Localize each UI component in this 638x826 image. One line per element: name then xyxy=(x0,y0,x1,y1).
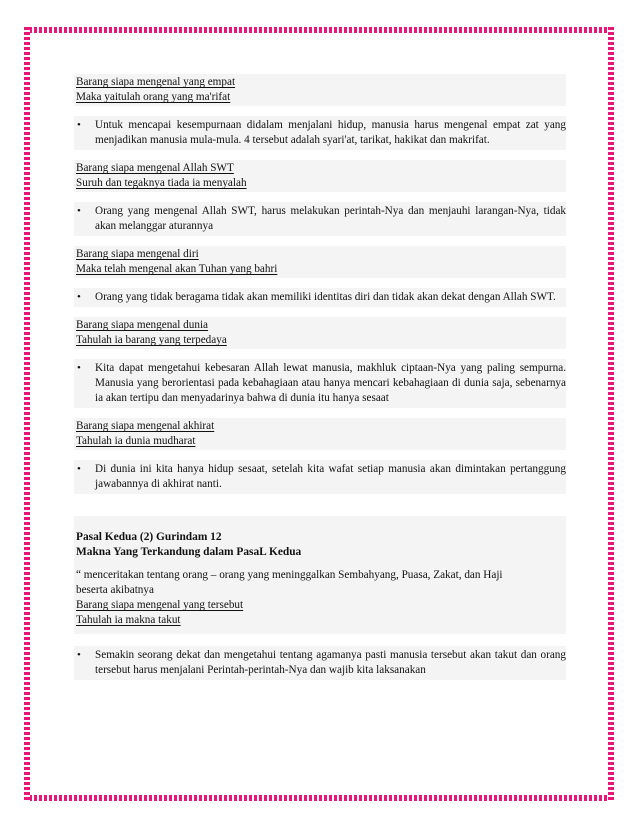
document-body xyxy=(74,74,566,690)
explanation-item xyxy=(74,359,566,408)
intro-line: “ menceritakan tentang orang – orang yang meninggalkan Sembahyang, Puasa, Zakat, dan Haji xyxy=(76,569,503,581)
explanation-item xyxy=(74,202,566,236)
explanation-text: Kita dapat mengetahui kebesaran Allah lewat manusia, makhluk ciptaan-Nya yang paling sempurna. Manusia yang berorientasi pada kebahagiaan atau hanya mencari kebahagiaan di dunia saja, sebenarnya ia akan tertipu dan menyadarinya bahwa di dunia itu hanya sesaat xyxy=(95,362,566,404)
verse-block xyxy=(74,74,566,106)
verse-line: Tahulah ia dunia mudharat xyxy=(76,435,196,447)
verse-line: Suruh dan tegaknya tiada ia menyalah xyxy=(76,177,247,189)
explanation-text: Semakin seorang dekat dan mengetahui tentang agamanya pasti manusia tersebut akan takut dan orang tersebut harus menjalani Perintah-perintah-Nya dan wajib kita laksanakan xyxy=(95,649,566,676)
explanation-item xyxy=(74,288,566,307)
explanation-text: Di dunia ini kita hanya hidup sesaat, setelah kita wafat setiap manusia akan dimintakan pertanggung jawabannya di akhirat nanti. xyxy=(95,463,566,490)
verse-line: Maka yaitulah orang yang ma'rifat xyxy=(76,91,231,103)
section-subtitle: Makna Yang Terkandung dalam PasaL Kedua xyxy=(76,546,302,558)
border-top xyxy=(24,27,614,33)
verse-block xyxy=(74,160,566,192)
verse-line: Maka telah mengenal akan Tuhan yang bahri xyxy=(76,263,278,275)
verse-block xyxy=(74,246,566,278)
bullet-icon: • xyxy=(77,291,81,303)
verse-line: Barang siapa mengenal yang tersebut xyxy=(76,599,244,611)
border-bottom xyxy=(24,795,614,801)
explanation-item xyxy=(74,646,566,680)
section-title: Pasal Kedua (2) Gurindam 12 xyxy=(76,531,222,543)
border-right xyxy=(608,27,614,801)
verse-line: Barang siapa mengenal diri xyxy=(76,248,199,260)
verse-line: Tahulah ia barang yang terpedaya xyxy=(76,334,227,346)
bullet-icon: • xyxy=(77,119,81,131)
explanation-item xyxy=(74,116,566,150)
verse-line: Tahulah ia makna takut xyxy=(76,614,181,626)
explanation-text: Untuk mencapai kesempurnaan didalam menjalani hidup, manusia harus mengenal empat zat yang menjadikan manusia mula-mula. 4 tersebut adalah syari'at, tarikat, hakikat dan makrifat. xyxy=(95,119,566,146)
bullet-icon: • xyxy=(77,362,81,374)
verse-block xyxy=(74,418,566,450)
pasal-block xyxy=(74,516,566,634)
verse-line: Barang siapa mengenal dunia xyxy=(76,319,209,331)
intro-line: beserta akibatnya xyxy=(76,584,154,596)
border-left xyxy=(24,27,30,801)
bullet-icon: • xyxy=(77,463,81,475)
bullet-icon: • xyxy=(77,649,81,661)
bullet-icon: • xyxy=(77,205,81,217)
verse-line: Barang siapa mengenal akhirat xyxy=(76,420,215,432)
explanation-text: Orang yang tidak beragama tidak akan memiliki identitas diri dan tidak akan dekat dengan Allah SWT. xyxy=(95,291,556,303)
verse-block xyxy=(74,317,566,349)
explanation-text: Orang yang mengenal Allah SWT, harus melakukan perintah-Nya dan menjauhi larangan-Nya, tidak akan melanggar aturannya xyxy=(95,205,566,232)
verse-line: Barang siapa mengenal Allah SWT xyxy=(76,162,234,174)
verse-line: Barang siapa mengenal yang empat xyxy=(76,76,236,88)
explanation-item xyxy=(74,460,566,494)
